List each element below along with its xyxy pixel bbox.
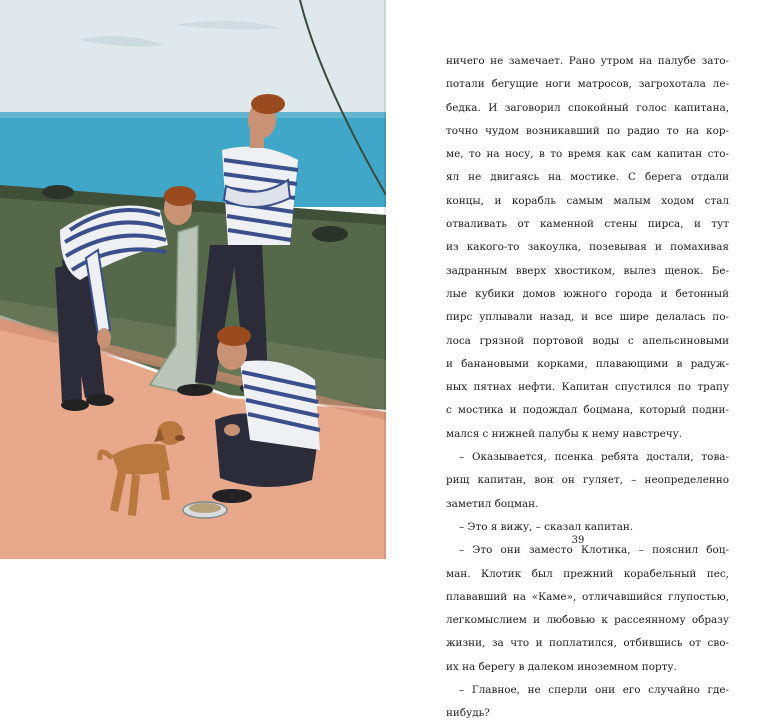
text-line: – Это я вижу, – сказал капитан.	[459, 520, 634, 533]
text-line: их на берегу в далеком иноземном порту.	[446, 660, 677, 673]
bowl	[183, 502, 227, 518]
body-text	[446, 50, 729, 726]
text-line: заметил боцман.	[446, 497, 539, 510]
illustration-sailors-and-puppy	[0, 0, 386, 559]
text-line: концы, и корабль самым малым ходом стал	[446, 194, 729, 207]
text-line: жизни, за что и поплатился, отбившись от сво-	[446, 637, 729, 650]
text-line: ме, то на носу, в то время как сам капитан сто-	[446, 148, 729, 161]
text-line: бедка. И заговорил спокойный голос капитана,	[446, 101, 729, 114]
text-line: точно чудом возникавший по радио то на кор-	[446, 124, 729, 137]
text-line: рищ капитан, вон он гуляет, – неопределенно	[446, 474, 729, 487]
text-line: отваливать от каменной стены пирса, и тут	[446, 218, 729, 231]
text-line: с мостика и подождал боцмана, который подни-	[446, 404, 729, 417]
text-line: плававший на «Каме», отличавшийся глупостью,	[446, 590, 729, 603]
text-line: и банановыми корками, плавающими в радуж-	[446, 357, 729, 370]
text-line: – Оказывается, псенка ребята достали, това-	[459, 451, 729, 464]
text-line: ных пятнах нефти. Капитан спустился по трапу	[446, 381, 729, 394]
page-number: 39	[571, 535, 585, 546]
text-line: – Главное, не сперли они его случайно где-	[459, 684, 729, 697]
text-line: ман. Клотик был прежний корабельный пес,	[446, 567, 729, 580]
text-line: ял не двигаясь на мостике. С берега отдали	[446, 171, 729, 184]
text-line: нибудь?	[446, 707, 490, 720]
text-line: лоса грязной портовой воды с апельсиновыми	[446, 334, 729, 347]
text-line: ничего не замечает. Рано утром на палубе зато-	[446, 55, 729, 67]
text-line: мался с нижней палубы к нему навстречу.	[446, 427, 683, 440]
sky	[0, 0, 386, 118]
text-line: задранным вверх хвостиком, вылез щенок. Бе-	[446, 264, 729, 277]
text-line: – Это они заместо Клотика, – пояснил боц-	[459, 544, 729, 557]
text-line: лые кубики домов южного города и бетонный	[446, 287, 729, 300]
text-line: потали бегущие ноги матросов, загрохотала ле-	[446, 78, 729, 91]
text-line: из какого-то закоулка, позевывая и помахивая	[446, 241, 729, 254]
text-line: пирс уплывали назад, и все шире делалась по-	[446, 311, 729, 324]
text-line: легкомыслием и любовью к рассеянному образу	[446, 614, 729, 627]
